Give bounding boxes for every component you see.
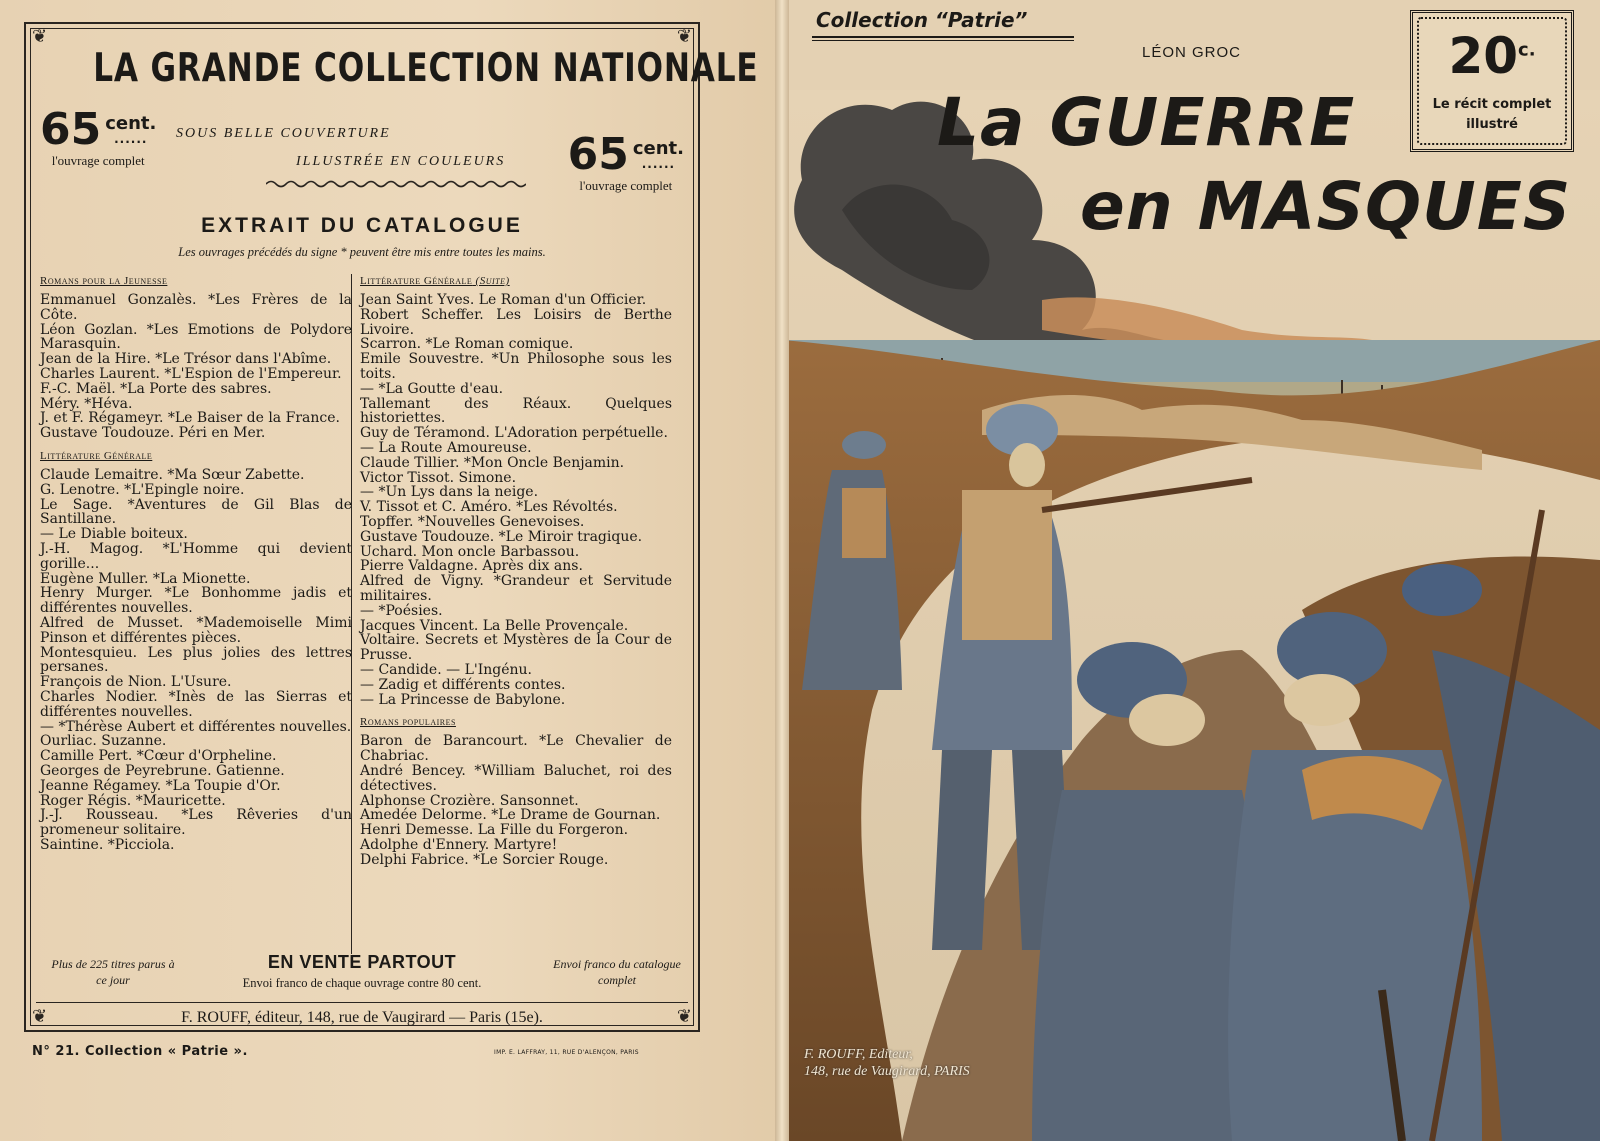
back-cover [0,0,782,1141]
catalogue-shipping-note: Envoi franco du catalogue complet [553,957,681,987]
catalogue-entry: Tallemant des Réaux. Quelques historiettes. [360,395,672,427]
catalogue-section-heading: Romans pour la Jeunesse [40,275,168,287]
book-title-line-2: en MASQUES [1080,168,1572,245]
catalogue-entry: Baron de Barancourt. *Le Chevalier de Chabriac. [360,733,672,765]
catalogue-entry: — *Poésies. [360,602,443,619]
printer-credit: IMP. E. LAFFRAY, 11, RUE D'ALENÇON, PARIS [494,1049,639,1056]
price-left-amount: 65 [40,104,102,155]
catalogue-column-right [360,272,672,873]
trench-illustration [782,90,1600,1141]
wavy-rule [266,179,526,189]
catalogue-entry: Gustave Toudouze. Péri en Mer. [40,425,266,442]
catalogue-entry: Ourliac. Suzanne. [40,733,167,750]
price-amount: $20^{c.}$ [1448,27,1536,85]
catalogue-note: Les ouvrages précédés du signe * peuvent être mis entre toutes les mains. [178,245,546,259]
catalogue-entry: Amedée Delorme. *Le Drame de Gournan. [360,807,661,824]
footer-rule [36,1002,688,1003]
catalogue-entry: — *Un Lys dans la neige. [360,484,539,501]
catalogue-entry: Emmanuel Gonzalès. *Les Frères de la Côte. [40,292,352,323]
price-right-unit: cent. ...... [633,140,684,170]
catalogue-entry: Charles Nodier. *Inès de las Sierras et différentes nouvelles. [40,688,352,720]
catalogue-entry: Victor Tissot. Simone. [360,469,517,486]
imprint-line-2: 148, rue de Vaugirard, PARIS [804,1064,970,1079]
ornament-icon: ❦ [32,26,48,47]
en-vente-sub: Envoi franco de chaque ouvrage contre 80 cent. [242,976,482,990]
catalogue-entry: Saintine. *Picciola. [40,836,175,853]
catalogue-entry: Robert Scheffer. Les Loisirs de Berthe Livoire. [360,306,672,338]
catalogue-entry: Henri Demesse. La Fille du Forgeron. [360,822,629,839]
catalogue-entry: Alphonse Crozière. Sansonnet. [360,792,579,809]
catalogue-entry: Delphi Fabrice. *Le Sorcier Rouge. [360,851,609,868]
catalogue-entry: Claude Lemaitre. *Ma Sœur Zabette. [40,466,305,483]
price-left [40,104,156,169]
catalogue-entry: V. Tissot et C. Améro. *Les Révoltés. [360,499,618,516]
catalogue-entry: Le Sage. *Aventures de Gil Blas de Santillane. [40,496,352,528]
catalogue-entry: Henry Murger. *Le Bonhomme jadis et différentes nouvelles. [40,585,352,617]
catalogue-entry: Méry. *Héva. [40,395,133,412]
catalogue-entry: — La Route Amoureuse. [360,439,532,456]
catalogue-entry: Alfred de Musset. *Mademoiselle Mimi Pinson et différentes pièces. [40,614,352,646]
catalogue-entry: Roger Régis. *Mauricette. [40,792,226,809]
catalogue-entry: J.-J. Rousseau. *Les Rêveries d'un promeneur solitaire. [40,807,352,839]
catalogue-entry: — *La Goutte d'eau. [360,380,504,397]
catalogue-entry: Adolphe d'Ennery. Martyre! [360,836,558,853]
cover-line-2: ILLUSTRÉE EN COULEURS [296,154,506,169]
catalogue-entry: Jean de la Hire. *Le Trésor dans l'Abîme. [40,351,332,368]
price-note: Le récit complet illustré [1432,97,1552,132]
catalogue-entry: Pierre Valdagne. Après dix ans. [360,558,583,575]
author-name: LÉON GROC [1142,44,1242,61]
collection-label: Collection “Patrie” [816,8,1028,32]
catalogue-entry: F.-C. Maël. *La Porte des sabres. [40,380,272,397]
catalogue-entry: Jacques Vincent. La Belle Provençale. [360,617,629,634]
catalogue-section-heading: Romans populaires [360,716,456,729]
catalogue-entry: Eugène Muller. *La Mionette. [40,570,251,587]
book-title-line-1: La GUERRE [937,84,1356,161]
ornament-icon: ❦ [676,1006,692,1027]
catalogue-entry: Georges de Peyrebrune. Gatienne. [40,762,285,779]
catalogue-section-heading: Littérature Générale (Suite) [360,275,510,287]
catalogue-entry: Uchard. Mon oncle Barbassou. [360,543,580,560]
catalogue-entry: — Candide. — L'Ingénu. [360,661,532,678]
titles-count-note: Plus de 225 titres parus à ce jour [51,957,175,987]
collection-rule [812,40,1074,41]
publisher-address: F. ROUFF, éditeur, 148, rue de Vaugirard — Paris (15e). [181,1009,543,1026]
collection-rule [812,36,1074,38]
catalogue-entry: André Bencey. *William Baluchet, roi des détectives. [360,762,672,794]
price-right-note: l'ouvrage complet [579,178,673,193]
catalogue-entry: Jean Saint Yves. Le Roman d'un Officier. [360,292,647,308]
catalogue-entry: Guy de Téramond. L'Adoration perpétuelle. [360,425,668,442]
catalogue-heading: EXTRAIT DU CATALOGUE [201,214,523,237]
en-vente-heading: EN VENTE PARTOUT [267,952,457,972]
catalogue-entry: Gustave Toudouze. *Le Miroir tragique. [360,528,643,545]
ornament-icon: ❦ [676,26,692,47]
catalogue-entry: Charles Laurent. *L'Espion de l'Empereur. [40,365,342,382]
catalogue-entry: — Le Diable boiteux. [40,526,188,543]
catalogue-entry: Voltaire. Secrets et Mystères de la Cour de Prusse. [360,632,672,664]
spine-fold [775,0,789,1141]
front-cover [782,0,1600,1141]
imprint-line-1: F. ROUFF, Editeur, [804,1047,913,1062]
illustration-imprint [804,1046,970,1080]
issue-number: N° 21. Collection « Patrie ». [32,1044,248,1059]
catalogue-entry: François de Nion. L'Usure. [40,674,232,691]
catalogue-entry: — Zadig et différents contes. [360,676,566,693]
catalogue-column-left [40,272,352,859]
ornament-icon: ❦ [32,1006,48,1027]
price-box [1410,10,1574,152]
cover-line-1: SOUS BELLE COUVERTURE [176,126,391,141]
catalogue-entry: Camille Pert. *Cœur d'Orpheline. [40,748,277,765]
catalogue-frame [24,22,759,1032]
catalogue-entry: Montesquieu. Les plus jolies des lettres persanes. [40,644,352,676]
catalogue-entry: Topffer. *Nouvelles Genevoises. [360,513,585,530]
price-right [568,129,684,194]
catalogue-entry: — La Princesse de Babylone. [360,691,566,708]
catalogue-entry: J. et F. Régameyr. *Le Baiser de la France. [40,410,340,427]
catalogue-entry: Alfred de Vigny. *Grandeur et Servitude militaires. [360,573,672,604]
price-unit: c. [1518,39,1536,61]
collection-title: LA GRANDE COLLECTION NATIONALE [93,46,759,91]
price-left-unit: cent. ...... [105,115,156,145]
catalogue-entry: — *Thérèse Aubert et différentes nouvelles. [40,718,352,735]
catalogue-entry: J.-H. Magog. *L'Homme qui devient gorille... [40,540,352,572]
catalogue-entry: Léon Gozlan. *Les Emotions de Polydore Marasquin. [40,321,352,353]
catalogue-entry: Jeanne Régamey. *La Toupie d'Or. [40,777,281,794]
catalogue-entry: Emile Souvestre. *Un Philosophe sous les toits. [360,351,672,382]
catalogue-entry: Scarron. *Le Roman comique. [360,336,574,353]
catalogue-section-heading: Littérature Générale [40,449,153,462]
catalogue-entry: G. Lenotre. *L'Epingle noire. [40,481,245,498]
price-right-amount: 65 [567,129,629,180]
price-left-note: l'ouvrage complet [51,153,145,168]
catalogue-entry: Claude Tillier. *Mon Oncle Benjamin. [360,454,625,471]
